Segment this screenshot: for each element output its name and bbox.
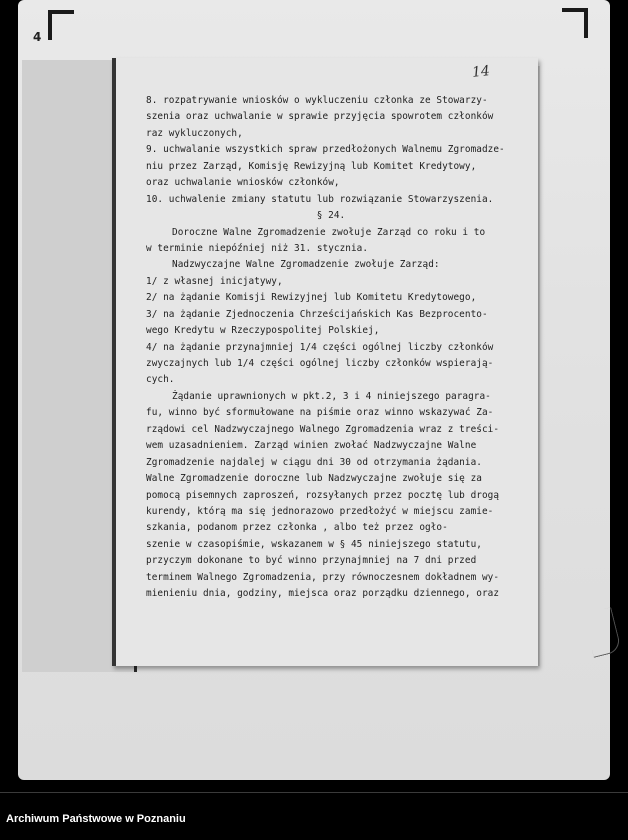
- text-line: terminem Walnego Zgromadzenia, przy równoczesnem dokładnem wy-: [146, 571, 500, 583]
- frame-number: 4: [33, 30, 42, 44]
- document-body: [146, 93, 516, 603]
- archive-footer: [0, 780, 628, 840]
- text-line: raz wykluczonych,: [146, 127, 243, 139]
- text-line: 9. uchwalanie wszystkich spraw przedłożonych Walnemu Zgromadze-: [146, 144, 505, 156]
- text-line: wem uzasadnieniem. Zarząd winien zwołać Nadzwyczajne Walne: [146, 440, 477, 452]
- text-line: kurendy, którą ma się jednorazowo przedłożyć w miejscu zamie-: [146, 505, 494, 517]
- text-line: rządowi cel Nadzwyczajnego Walnego Zgromadzenia wraz z treści-: [146, 423, 500, 435]
- folio-number: 14: [471, 63, 491, 81]
- text-line: w terminie niepóźniej niż 31. stycznia.: [146, 242, 369, 254]
- text-line: niu przez Zarząd, Komisję Rewizyjną lub Komitet Kredytowy,: [146, 160, 477, 172]
- text-line: szenia oraz uchwalanie w sprawie przyjęcia spowrotem członków: [146, 111, 494, 123]
- text-line: 8. rozpatrywanie wniosków o wykluczeniu członka ze Stowarzy-: [146, 95, 488, 106]
- text-line: pomocą pisemnych zaproszeń, rozsyłanych przez pocztę lub drogą: [146, 489, 500, 501]
- text-line: 3/ na żądanie Zjednoczenia Chrześcijańskich Kas Bezprocento-: [146, 308, 488, 320]
- archive-name: Archiwum Państwowe w Poznaniu: [6, 813, 186, 825]
- text-line: 2/ na żądanie Komisji Rewizyjnej lub Komitetu Kredytowego,: [146, 292, 477, 304]
- text-line: Doroczne Walne Zgromadzenie zwołuje Zarząd co roku i to: [172, 226, 486, 238]
- text-line: oraz uchwalanie wniosków członków,: [146, 177, 340, 189]
- text-line: 10. uchwalenie zmiany statutu lub rozwiązanie Stowarzyszenia.: [146, 193, 494, 205]
- text-line: szkania, podanom przez członka , albo też przez ogło-: [146, 522, 448, 534]
- text-line: zwyczajnych lub 1/4 części ogólnej liczby członków wspierają-: [146, 358, 494, 369]
- text-line: fu, winno być sformułowane na piśmie oraz winno wskazywać Za-: [146, 407, 494, 419]
- footer-divider: [0, 792, 628, 793]
- text-line: Żądanie uprawnionych w pkt.2, 3 i 4 niniejszego paragra-: [172, 390, 491, 402]
- text-line: Zgromadzenie najdalej w ciągu dni 30 od otrzymania żądania.: [146, 456, 482, 468]
- text-line: Walne Zgromadzenie doroczne lub Nadzwyczajne zwołuje się za: [146, 473, 482, 485]
- text-line: mienieniu dnia, godziny, miejsca oraz porządku dziennego, oraz: [146, 588, 500, 600]
- text-line: 1/ z własnej inicjatywy,: [146, 275, 283, 287]
- crop-mark-top-right: [562, 8, 588, 38]
- text-line: Nadzwyczajne Walne Zgromadzenie zwołuje Zarząd:: [172, 259, 440, 271]
- crop-mark-top-left: [48, 10, 74, 40]
- text-line: wego Kredytu w Rzeczypospolitej Polskiej,: [146, 325, 380, 337]
- text-line: szenie w czasopiśmie, wskazanem w § 45 niniejszego statutu,: [146, 538, 482, 550]
- text-line: cych.: [146, 374, 175, 386]
- text-line: przyczym dokonane to być winno przynajmniej na 7 dni przed: [146, 555, 477, 567]
- text-line: 4/ na żądanie przynajmniej 1/4 części ogólnej liczby członków: [146, 341, 494, 353]
- section-heading: § 24.: [316, 210, 346, 222]
